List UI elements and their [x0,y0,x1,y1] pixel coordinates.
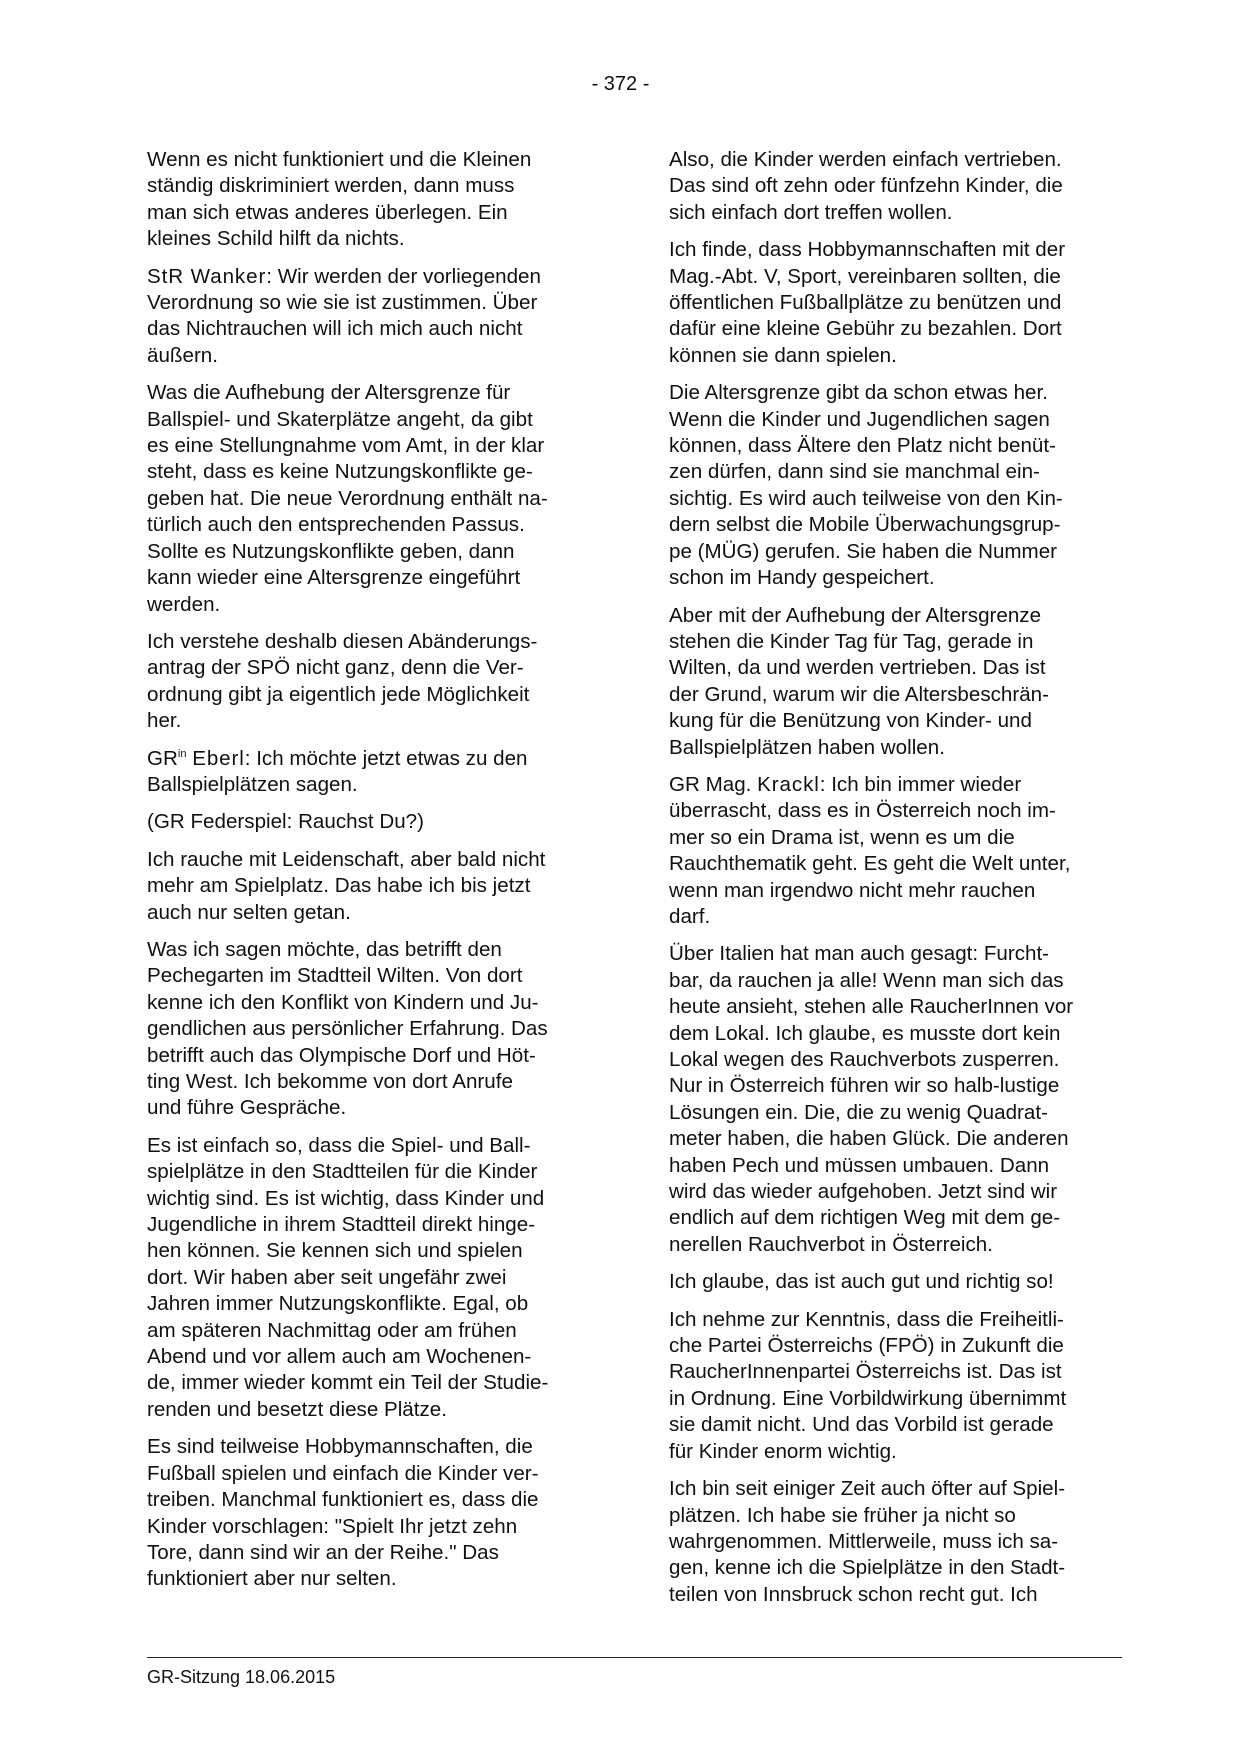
paragraph: Was ich sagen möchte, das betrifft den Pechegarten im Stadtteil Wilten. Von dort kenne ich den Konflikt von Kindern und Ju- gendlichen aus persönlicher Erfahrung. Das betrifft auch das Olympische Dorf und Höt- ting West. Ich bekomme von dort Anrufe und führe Gespräche. [147,937,548,1120]
speaker-title-superscript: in [177,747,187,760]
footer-text: GR-Sitzung 18.06.2015 [147,1667,336,1687]
paragraph: Aber mit der Aufhebung der Altersgrenze stehen die Kinder Tag für Tag, gerade in Wilten, da und werden vertrieben. Das ist der Grund, warum wir die Altersbeschrän- kung für die Benützung von Kinder- und Ballspielplätzen haben wollen. [669,603,1049,759]
paragraph: Also, die Kinder werden einfach vertrieben. Das sind oft zehn oder fünfzehn Kinder, die sich einfach dort treffen wollen. [669,148,1063,224]
paragraph: Die Altersgrenze gibt da schon etwas her. Wenn die Kinder und Jugendlichen sagen können, dass Ältere den Platz nicht benüt- zen dürfen, dann sind sie manchmal ein- sichtig. Es wird auch teilweise von den Kin- dern selbst die Mobile Überwachungsgrup- pe (MÜG) gerufen. Sie haben die Nummer schon im Handy gespeichert. [669,381,1063,590]
paragraph: Ich verstehe deshalb diesen Abänderungs- antrag der SPÖ nicht ganz, denn die Ver- ordnung gibt ja eigentlich jede Möglichkeit her. [147,629,538,733]
paragraph: Ich rauche mit Leidenschaft, aber bald nicht mehr am Spielplatz. Das habe ich bis jetzt auch nur selten getan. [147,847,546,924]
right-column [669,147,1121,1619]
speaker-title: GR Mag. [669,772,758,796]
speech-text: : Wir werden der vorliegenden Verordnung so wie sie ist zustimmen. Über das Nichtrauchen will ich mich auch nicht äußern. [147,264,541,367]
paragraph-speech [147,746,599,799]
paragraph: Ich finde, dass Hobbymannschaften mit der Mag.-Abt. V, Sport, vereinbaren sollten, die öffentlichen Fußballplätze zu benützen und dafür eine kleine Gebühr zu bezahlen. Dort können sie dann spielen. [669,238,1066,367]
paragraph: Es sind teilweise Hobbymannschaften, die Fußball spielen und einfach die Kinder ver- treiben. Manchmal funktioniert es, dass die Kinder vorschlagen: "Spielt Ihr jetzt zehn Tore, dann sind wir an der Reihe." Das funktioniert aber nur selten. [147,1435,539,1591]
paragraph-speech [147,264,599,370]
paragraph: Wenn es nicht funktioniert und die Kleinen ständig diskriminiert werden, dann muss man sich etwas anderes überlegen. Ein kleines Schild hilft da nichts. [147,148,532,251]
page-number: - 372 - [591,73,650,95]
speaker-name: StR Wanker [147,264,267,288]
speech-text: : Ich bin immer wieder überrascht, dass es in Österreich noch im- mer so ein Drama ist, wenn es um die Rauchthematik geht. Es geht die Welt unter, wenn man irgendwo nicht mehr rauchen darf. [669,772,1071,928]
speaker-name: Krackl [757,772,820,796]
paragraph: Es ist einfach so, dass die Spiel- und Ball- spielplätze in den Stadtteilen für die Kinder wichtig sind. Es ist wichtig, dass Kinder und Jugendliche in ihrem Stadtteil direkt hinge- hen können. Sie kennen sich und spielen dort. Wir haben aber seit ungefähr zwei Jahren immer Nutzungskonflikte. Egal, ob am späteren Nachmittag oder am frühen Abend und vor allem auch am Wochenen- de, immer wieder kommt ein Teil der Studie- renden und besetzt diese Plätze. [147,1133,549,1421]
paragraph-speech [669,772,1121,930]
left-column [147,147,599,1604]
paragraph-interjection: (GR Federspiel: Rauchst Du?) [147,810,424,834]
paragraph: Über Italien hat man auch gesagt: Furcht- bar, da rauchen ja alle! Wenn man sich das heute ansieht, stehen alle RaucherInnen vor dem Lokal. Ich glaube, es musste dort kein Lokal wegen des Rauchverbots zusperren. Nur in Österreich führen wir so halb-lustige Lösungen ein. Die, die zu wenig Quadrat- meter haben, die haben Glück. Die anderen haben Pech und müssen umbauen. Dann wird das wieder aufgehoben. Jetzt sind wir endlich auf dem richtigen Weg mit dem ge- nerellen Rauchverbot in Österreich. [669,942,1074,1256]
footer-divider [147,1657,1122,1658]
paragraph: Ich bin seit einiger Zeit auch öfter auf Spiel- plätzen. Ich habe sie früher ja nicht so wahrgenommen. Mittlerweile, muss ich sa- gen, kenne ich die Spielplätze in den Stadt- teilen von Innsbruck schon recht gut. Ich [669,1477,1066,1606]
speech-text: : Ich möchte jetzt etwas zu den Ballspielplätzen sagen. [147,746,528,796]
speaker-name: Eberl [192,746,245,770]
paragraph: Ich glaube, das ist auch gut und richtig so! [669,1270,1054,1294]
speaker-title: GR [147,746,178,770]
paragraph: Was die Aufhebung der Altersgrenze für Ballspiel- und Skaterplätze angeht, da gibt es eine Stellungnahme vom Amt, in der klar steht, dass es keine Nutzungskonflikte ge- geben hat. Die neue Verordnung enthält na- türlich auch den entsprechenden Passus. Sollte es Nutzungskonflikte geben, dann kann wieder eine Altersgrenze eingeführt werden. [147,381,548,616]
paragraph: Ich nehme zur Kenntnis, dass die Freiheitli- che Partei Österreichs (FPÖ) in Zukunft die RaucherInnenpartei Österreichs ist. Das ist in Ordnung. Eine Vorbildwirkung übernimmt sie damit nicht. Und das Vorbild ist gerade für Kinder enorm wichtig. [669,1307,1067,1463]
